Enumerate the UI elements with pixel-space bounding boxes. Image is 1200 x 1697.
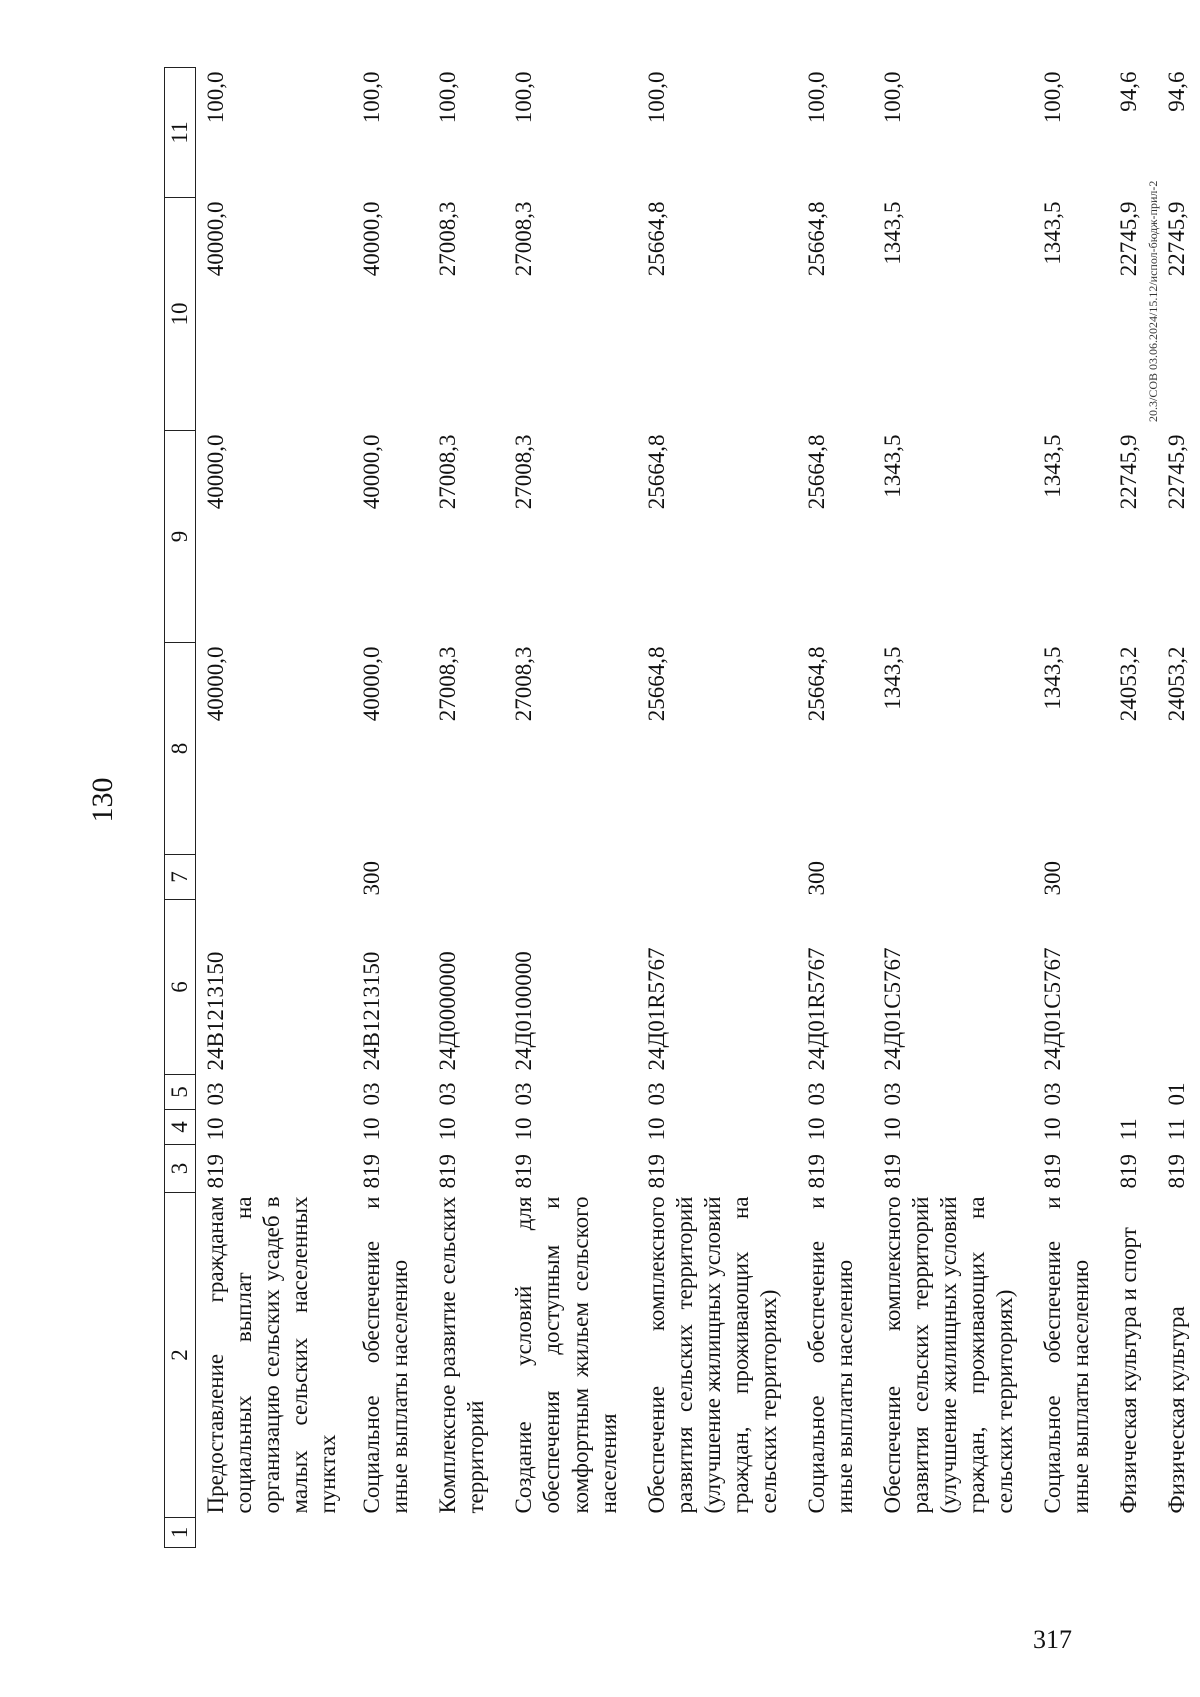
percent-col-11: 94,6 <box>1164 71 1190 112</box>
expense-type-code <box>504 855 636 900</box>
table-row <box>356 68 428 1548</box>
table-row <box>1033 68 1109 1548</box>
table-row <box>1157 68 1200 1548</box>
column-header: 6 <box>165 900 196 1075</box>
target-article-code: 24В1213150 <box>203 951 228 1071</box>
section-code: 10 <box>511 1117 537 1141</box>
percent-col-11: 100,0 <box>879 71 905 124</box>
percent-col-11: 100,0 <box>435 71 461 124</box>
row-description: Обеспечение комплексного развития сельских территорий (улучшение жилищных условий граждан, проживающих на сельских территориях) <box>879 1196 1018 1514</box>
subsection-code: 01 <box>1164 1082 1190 1106</box>
section-code: 10 <box>643 1117 669 1141</box>
table-row <box>504 68 636 1548</box>
subsection-code: 03 <box>511 1082 537 1106</box>
ministry-code: 819 <box>1116 1154 1142 1189</box>
column-header-row <box>165 68 196 1548</box>
subsection-code: 03 <box>803 1082 829 1106</box>
amount-col-9: 22745,9 <box>1164 434 1190 510</box>
target-article-code <box>1157 900 1200 1075</box>
sheet-number: 317 <box>1033 1625 1072 1654</box>
row-description: Социальное обеспечение и иные выплаты населению <box>1040 1196 1094 1514</box>
ministry-code: 819 <box>879 1154 905 1189</box>
target-article-code: 24Д0100000 <box>511 951 537 1071</box>
ministry-code: 819 <box>359 1154 385 1189</box>
amount-col-9: 1343,5 <box>1040 434 1066 498</box>
ministry-code: 819 <box>1164 1154 1190 1189</box>
ministry-code: 819 <box>435 1154 461 1189</box>
row-description: Физическая культура <box>1164 1306 1190 1514</box>
amount-col-9: 27008,3 <box>511 434 537 510</box>
column-header: 1 <box>165 1518 196 1548</box>
table-row <box>196 68 357 1548</box>
expense-type-code: 300 <box>1040 861 1066 896</box>
column-header: 7 <box>165 855 196 900</box>
amount-col-9: 1343,5 <box>879 434 905 498</box>
column-header: 10 <box>165 198 196 431</box>
amount-col-10: 27008,3 <box>435 201 461 277</box>
expense-type-code <box>873 855 1033 900</box>
page-number: 130 <box>86 777 119 823</box>
row-description: Комплексное развитие сельских территорий <box>435 1196 489 1514</box>
amount-col-8: 25664,8 <box>803 646 829 722</box>
table-row <box>637 68 797 1548</box>
subsection-code: 03 <box>879 1082 905 1106</box>
expense-type-code <box>1109 855 1157 900</box>
row-description: Социальное обеспечение и иные выплаты населению <box>359 1196 413 1514</box>
amount-col-8: 27008,3 <box>435 646 461 722</box>
amount-col-10: 40000,0 <box>203 201 228 277</box>
amount-col-8: 24053,2 <box>1116 646 1142 722</box>
row-description: Создание условий для обеспечения доступным и комфортным жильем сельского населения <box>511 1196 621 1514</box>
row-description: Физическая культура и спорт <box>1116 1227 1142 1514</box>
amount-col-9: 25664,8 <box>643 434 669 510</box>
section-code: 10 <box>435 1117 461 1141</box>
percent-col-11: 100,0 <box>511 71 537 124</box>
subsection-code <box>1109 1075 1157 1110</box>
expense-type-code: 300 <box>359 861 385 896</box>
percent-col-11: 100,0 <box>643 71 669 124</box>
expense-type-code <box>196 855 357 900</box>
table-row <box>797 68 873 1548</box>
amount-col-8: 40000,0 <box>203 646 228 722</box>
budget-table <box>164 67 1200 1548</box>
amount-col-10: 22745,9 <box>1164 201 1190 277</box>
target-article-code: 24Д0000000 <box>435 951 461 1071</box>
amount-col-10: 27008,3 <box>511 201 537 277</box>
amount-col-9: 22745,9 <box>1116 434 1142 510</box>
column-header: 9 <box>165 431 196 643</box>
amount-col-9: 40000,0 <box>359 434 385 510</box>
expense-type-code <box>1157 855 1200 900</box>
ministry-code: 819 <box>203 1154 228 1189</box>
expense-type-code <box>637 855 797 900</box>
percent-col-11: 100,0 <box>359 71 385 124</box>
section-code: 11 <box>1116 1118 1142 1141</box>
amount-col-8: 25664,8 <box>643 646 669 722</box>
ministry-code: 819 <box>511 1154 537 1189</box>
section-code: 10 <box>803 1117 829 1141</box>
amount-col-10: 25664,8 <box>643 201 669 277</box>
section-code: 10 <box>879 1117 905 1141</box>
ministry-code: 819 <box>643 1154 669 1189</box>
amount-col-9: 40000,0 <box>203 434 228 510</box>
ministry-code: 819 <box>803 1154 829 1189</box>
table-row <box>873 68 1033 1548</box>
target-article-code <box>1109 900 1157 1075</box>
column-header: 4 <box>165 1110 196 1145</box>
expense-type-code <box>428 855 504 900</box>
percent-col-11: 94,6 <box>1116 71 1142 112</box>
row-description: Обеспечение комплексного развития сельских территорий (улучшение жилищных условий граждан, проживающих на сельских территориях) <box>643 1196 781 1514</box>
amount-col-8: 1343,5 <box>1040 646 1066 710</box>
subsection-code: 03 <box>435 1082 461 1106</box>
footer-stamp: 20.3/СОВ 03.06.2024/15.12/испол-бюдж-прил-2 <box>1146 180 1160 422</box>
section-code: 11 <box>1164 1118 1190 1141</box>
target-article-code: 24Д01R5767 <box>803 947 829 1071</box>
table-row <box>428 68 504 1548</box>
subsection-code: 03 <box>359 1082 385 1106</box>
target-article-code: 24Д01R5767 <box>643 947 669 1071</box>
target-article-code: 24В1213150 <box>359 951 385 1071</box>
subsection-code: 03 <box>643 1082 669 1106</box>
amount-col-8: 27008,3 <box>511 646 537 722</box>
percent-col-11: 100,0 <box>1040 71 1066 124</box>
amount-col-10: 22745,9 <box>1116 201 1142 277</box>
column-header: 2 <box>165 1193 196 1518</box>
section-code: 10 <box>359 1117 385 1141</box>
amount-col-10: 40000,0 <box>359 201 385 277</box>
subsection-code: 03 <box>203 1082 228 1106</box>
section-code: 10 <box>1040 1117 1066 1141</box>
amount-col-9: 25664,8 <box>803 434 829 510</box>
percent-col-11: 100,0 <box>203 71 228 124</box>
row-description: Социальное обеспечение и иные выплаты населению <box>803 1196 857 1514</box>
amount-col-10: 1343,5 <box>1040 201 1066 265</box>
amount-col-8: 40000,0 <box>359 646 385 722</box>
amount-col-10: 25664,8 <box>803 201 829 277</box>
amount-col-9: 27008,3 <box>435 434 461 510</box>
section-code: 10 <box>203 1117 228 1141</box>
amount-col-10: 1343,5 <box>879 201 905 265</box>
document-page <box>86 10 1190 1590</box>
ministry-code: 819 <box>1040 1154 1066 1189</box>
column-header: 5 <box>165 1075 196 1110</box>
amount-col-8: 24053,2 <box>1164 646 1190 722</box>
percent-col-11: 100,0 <box>803 71 829 124</box>
subsection-code: 03 <box>1040 1082 1066 1106</box>
amount-col-8: 1343,5 <box>879 646 905 710</box>
target-article-code: 24Д01С5767 <box>879 947 905 1071</box>
expense-type-code: 300 <box>803 861 829 896</box>
target-article-code: 24Д01С5767 <box>1040 947 1066 1071</box>
row-description: Предоставление гражданам социальных выплат на организацию сельских усадеб в малых сельских населенных пунктах <box>203 1196 341 1514</box>
column-header: 11 <box>165 68 196 198</box>
column-header: 3 <box>165 1145 196 1193</box>
column-header: 8 <box>165 643 196 855</box>
